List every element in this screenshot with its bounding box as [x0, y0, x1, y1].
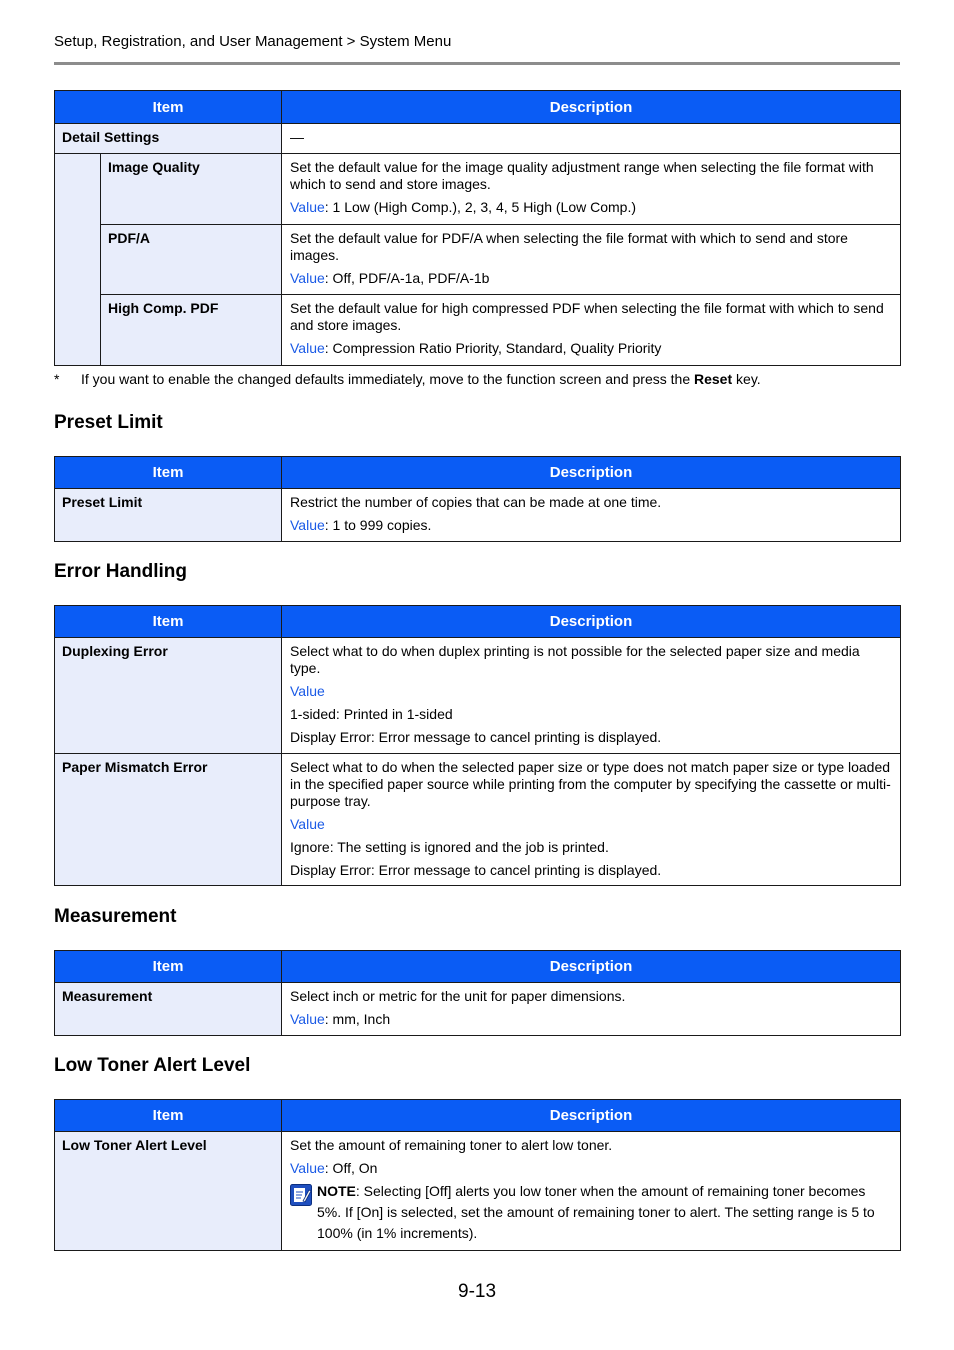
description-text: Set the default value for high compressed PDF when selecting the file format with which to send and store images. [290, 300, 884, 333]
table-row [55, 295, 901, 366]
note-block [290, 1182, 892, 1244]
table-row [55, 124, 901, 154]
description-cell [282, 225, 901, 295]
measurement-table [54, 950, 901, 1036]
section-heading-error-handling: Error Handling [54, 561, 188, 582]
footnote-marker: * [54, 371, 60, 387]
item-cell: Detail Settings [55, 124, 282, 154]
footnote-text-end: key. [732, 371, 761, 387]
column-header-item: Item [55, 91, 282, 124]
description-cell [282, 1132, 901, 1251]
description-cell [282, 154, 901, 225]
description-text: Set the amount of remaining toner to alert low toner. [290, 1137, 613, 1153]
option-text: 1-sided: Printed in 1-sided [290, 706, 453, 722]
preset-limit-table [54, 456, 901, 542]
indent-cell [55, 154, 101, 366]
column-header-item: Item [55, 606, 282, 638]
description-text: Set the default value for the image quality adjustment range when selecting the file format with which to send and store images. [290, 159, 874, 192]
column-header-item: Item [55, 457, 282, 489]
header-divider [54, 62, 900, 65]
description-cell [282, 489, 901, 542]
description-cell [282, 983, 901, 1036]
value-label: Value [290, 270, 325, 286]
table-row [55, 983, 901, 1036]
item-cell: PDF/A [101, 225, 282, 295]
item-cell: Paper Mismatch Error [55, 754, 282, 886]
description-cell [282, 754, 901, 886]
description-cell [282, 295, 901, 366]
table-row [55, 489, 901, 542]
low-toner-table [54, 1099, 901, 1251]
item-cell: Low Toner Alert Level [55, 1132, 282, 1251]
column-header-item: Item [55, 951, 282, 983]
footnote-text: If you want to enable the changed defaults immediately, move to the function screen and press the [81, 371, 694, 387]
value-label: Value [290, 1160, 325, 1176]
description-text: Select inch or metric for the unit for paper dimensions. [290, 988, 626, 1004]
column-header-item: Item [55, 1100, 282, 1132]
item-cell: Duplexing Error [55, 638, 282, 754]
item-cell: Image Quality [101, 154, 282, 225]
table-row [55, 1132, 901, 1251]
footnote-key: Reset [694, 371, 733, 387]
value-text: : Compression Ratio Priority, Standard, Quality Priority [324, 340, 662, 356]
column-header-description: Description [282, 606, 901, 638]
table-row [55, 154, 901, 225]
breadcrumb: Setup, Registration, and User Management > System Menu [54, 33, 452, 50]
page-number: 9-13 [458, 1281, 497, 1302]
option-text: Ignore: The setting is ignored and the job is printed. [290, 839, 609, 855]
note-pencil-icon [290, 1184, 312, 1206]
table-row [55, 225, 901, 295]
description-text: Restrict the number of copies that can be made at one time. [290, 494, 662, 510]
column-header-description: Description [282, 457, 901, 489]
option-text: Display Error: Error message to cancel printing is displayed. [290, 729, 662, 745]
footnote [54, 371, 900, 387]
section-heading-preset-limit: Preset Limit [54, 412, 163, 433]
description-text: Set the default value for PDF/A when selecting the file format with which to send and store images. [290, 230, 848, 263]
value-text: : Off, On [324, 1160, 378, 1176]
description-text: Select what to do when the selected paper size or type does not match paper size or type loaded in the specified paper source while printing from the computer by specifying the cassette or multi-purpose tray. [290, 759, 891, 809]
value-text: : Off, PDF/A-1a, PDF/A-1b [324, 270, 490, 286]
table-row [55, 638, 901, 754]
error-handling-table [54, 605, 901, 886]
description-text: Select what to do when duplex printing is not possible for the selected paper size and media type. [290, 643, 860, 676]
column-header-description: Description [282, 91, 901, 124]
section-heading-measurement: Measurement [54, 906, 177, 927]
detail-settings-table [54, 90, 901, 366]
value-label: Value [290, 199, 325, 215]
option-text: Display Error: Error message to cancel printing is displayed. [290, 862, 662, 878]
item-cell: Measurement [55, 983, 282, 1036]
value-label: Value [290, 340, 325, 356]
value-text: : 1 Low (High Comp.), 2, 3, 4, 5 High (Low Comp.) [324, 199, 637, 215]
value-text: : 1 to 999 copies. [324, 517, 432, 533]
value-label: Value [290, 816, 325, 832]
item-cell: Preset Limit [55, 489, 282, 542]
value-label: Value [290, 517, 325, 533]
note-body: : Selecting [Off] alerts you low toner when the amount of remaining toner becomes 5%. If [On] is selected, set the amount of remaining toner to alert. The setting range is 5 to 100% (in 1% increments). [317, 1183, 875, 1241]
item-cell: High Comp. PDF [101, 295, 282, 366]
description-cell [282, 638, 901, 754]
section-heading-low-toner: Low Toner Alert Level [54, 1055, 251, 1076]
column-header-description: Description [282, 951, 901, 983]
value-text: : mm, Inch [324, 1011, 391, 1027]
value-label: Value [290, 1011, 325, 1027]
column-header-description: Description [282, 1100, 901, 1132]
description-cell: — [282, 124, 901, 154]
table-row [55, 754, 901, 886]
note-label: NOTE [317, 1183, 356, 1199]
note-text [317, 1181, 892, 1244]
value-label: Value [290, 683, 325, 699]
